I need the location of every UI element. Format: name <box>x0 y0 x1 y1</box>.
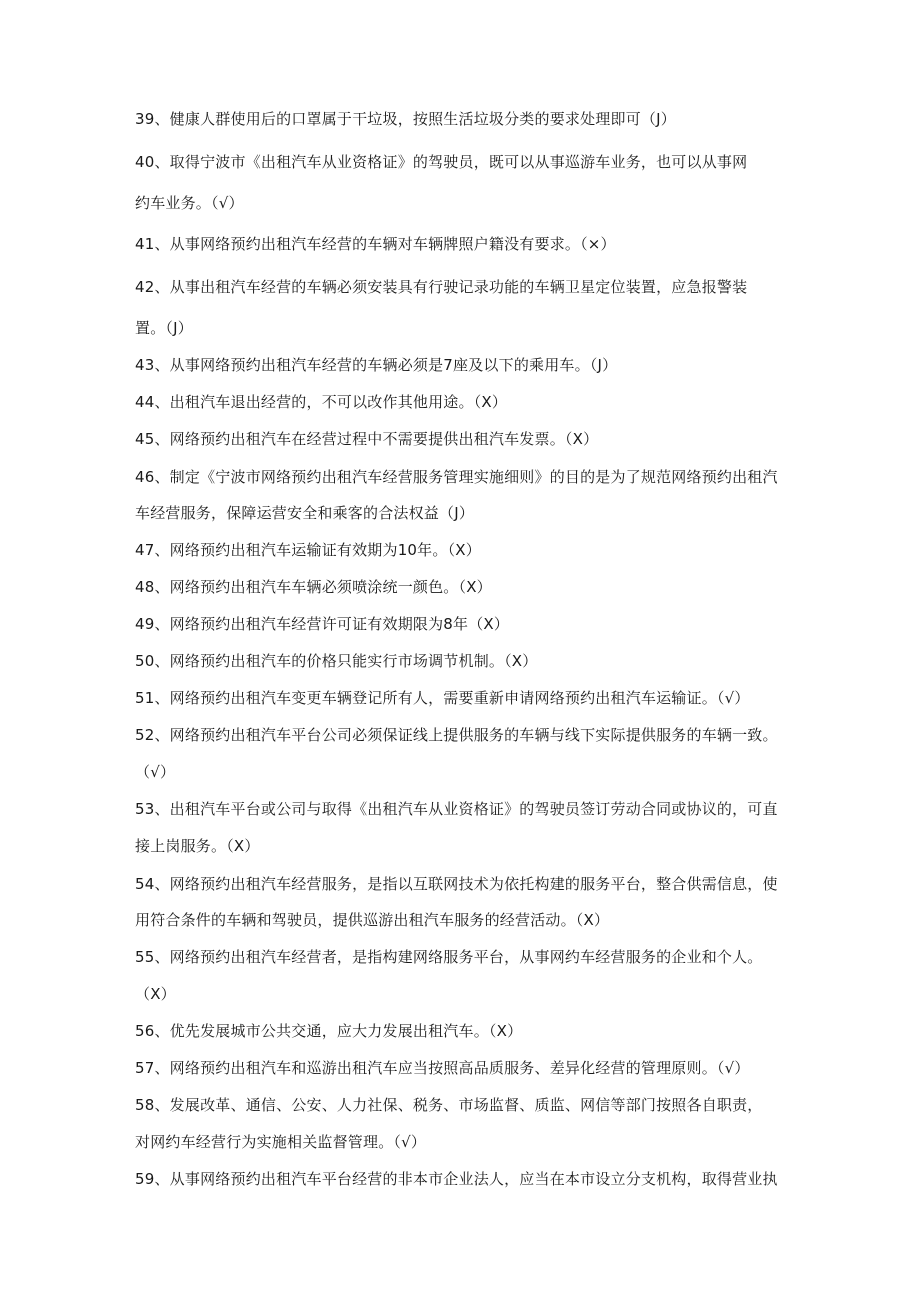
text-line: 43、从事网络预约出租汽车经营的车辆必须是7座及以下的乘用车。（J） <box>135 356 618 374</box>
text-line: 54、网络预约出租汽车经营服务，是指以互联网技术为依托构建的服务平台，整合供需信息，使 <box>135 875 778 893</box>
text-line: 对网约车经营行为实施相关监督管理。（√） <box>135 1133 427 1151</box>
text-line: 39、健康人群使用后的口罩属于干垃圾，按照生活垃圾分类的要求处理即可（J） <box>135 110 676 128</box>
text-line: 45、网络预约出租汽车在经营过程中不需要提供出租汽车发票。（X） <box>135 430 599 448</box>
text-line: （√） <box>135 763 176 781</box>
text-line: 58、发展改革、通信、公安、人力社保、税务、市场监督、质监、网信等部门按照各自职责， <box>135 1096 763 1114</box>
text-line: 接上岗服务。（X） <box>135 837 260 855</box>
text-line: 47、网络预约出租汽车运输证有效期为10年。（X） <box>135 541 481 559</box>
text-line: 41、从事网络预约出租汽车经营的车辆对车辆牌照户籍没有要求。（×） <box>135 235 616 253</box>
text-line: 55、网络预约出租汽车经营者，是指构建网络服务平台，从事网约车经营服务的企业和个人。 <box>135 948 763 966</box>
text-line: 48、网络预约出租汽车车辆必须喷涂统一颜色。（X） <box>135 578 492 596</box>
text-line: 57、网络预约出租汽车和巡游出租汽车应当按照高品质服务、差异化经营的管理原则。（√） <box>135 1059 750 1077</box>
text-line: 51、网络预约出租汽车变更车辆登记所有人，需要重新申请网络预约出租汽车运输证。（√） <box>135 689 750 707</box>
text-line: 50、网络预约出租汽车的价格只能实行市场调节机制。（X） <box>135 652 538 670</box>
text-line: 52、网络预约出租汽车平台公司必须保证线上提供服务的车辆与线下实际提供服务的车辆一致。 <box>135 726 778 744</box>
text-line: 44、出租汽车退出经营的，不可以改作其他用途。（X） <box>135 393 508 411</box>
text-line: 56、优先发展城市公共交通，应大力发展出租汽车。（X） <box>135 1022 523 1040</box>
text-line: 用符合条件的车辆和驾驶员，提供巡游出租汽车服务的经营活动。（X） <box>135 911 610 929</box>
text-line: 53、出租汽车平台或公司与取得《出租汽车从业资格证》的驾驶员签订劳动合同或协议的，可直 <box>135 800 778 818</box>
text-line: （X） <box>135 985 176 1003</box>
text-line: 59、从事网络预约出租汽车平台经营的非本市企业法人，应当在本市设立分支机构，取得营业执 <box>135 1170 778 1188</box>
text-line: 约车业务。（√） <box>135 194 244 212</box>
text-line: 车经营服务，保障运营安全和乘客的合法权益（J） <box>135 504 475 522</box>
text-line: 置。（J） <box>135 319 193 337</box>
text-line: 46、制定《宁波市网络预约出租汽车经营服务管理实施细则》的目的是为了规范网络预约出租汽 <box>135 468 778 486</box>
text-line: 42、从事出租汽车经营的车辆必须安装具有行驶记录功能的车辆卫星定位装置，应急报警装 <box>135 278 748 296</box>
text-line: 49、网络预约出租汽车经营许可证有效期限为8年（X） <box>135 615 510 633</box>
text-line: 40、取得宁波市《出租汽车从业资格证》的驾驶员，既可以从事巡游车业务，也可以从事网 <box>135 153 748 171</box>
